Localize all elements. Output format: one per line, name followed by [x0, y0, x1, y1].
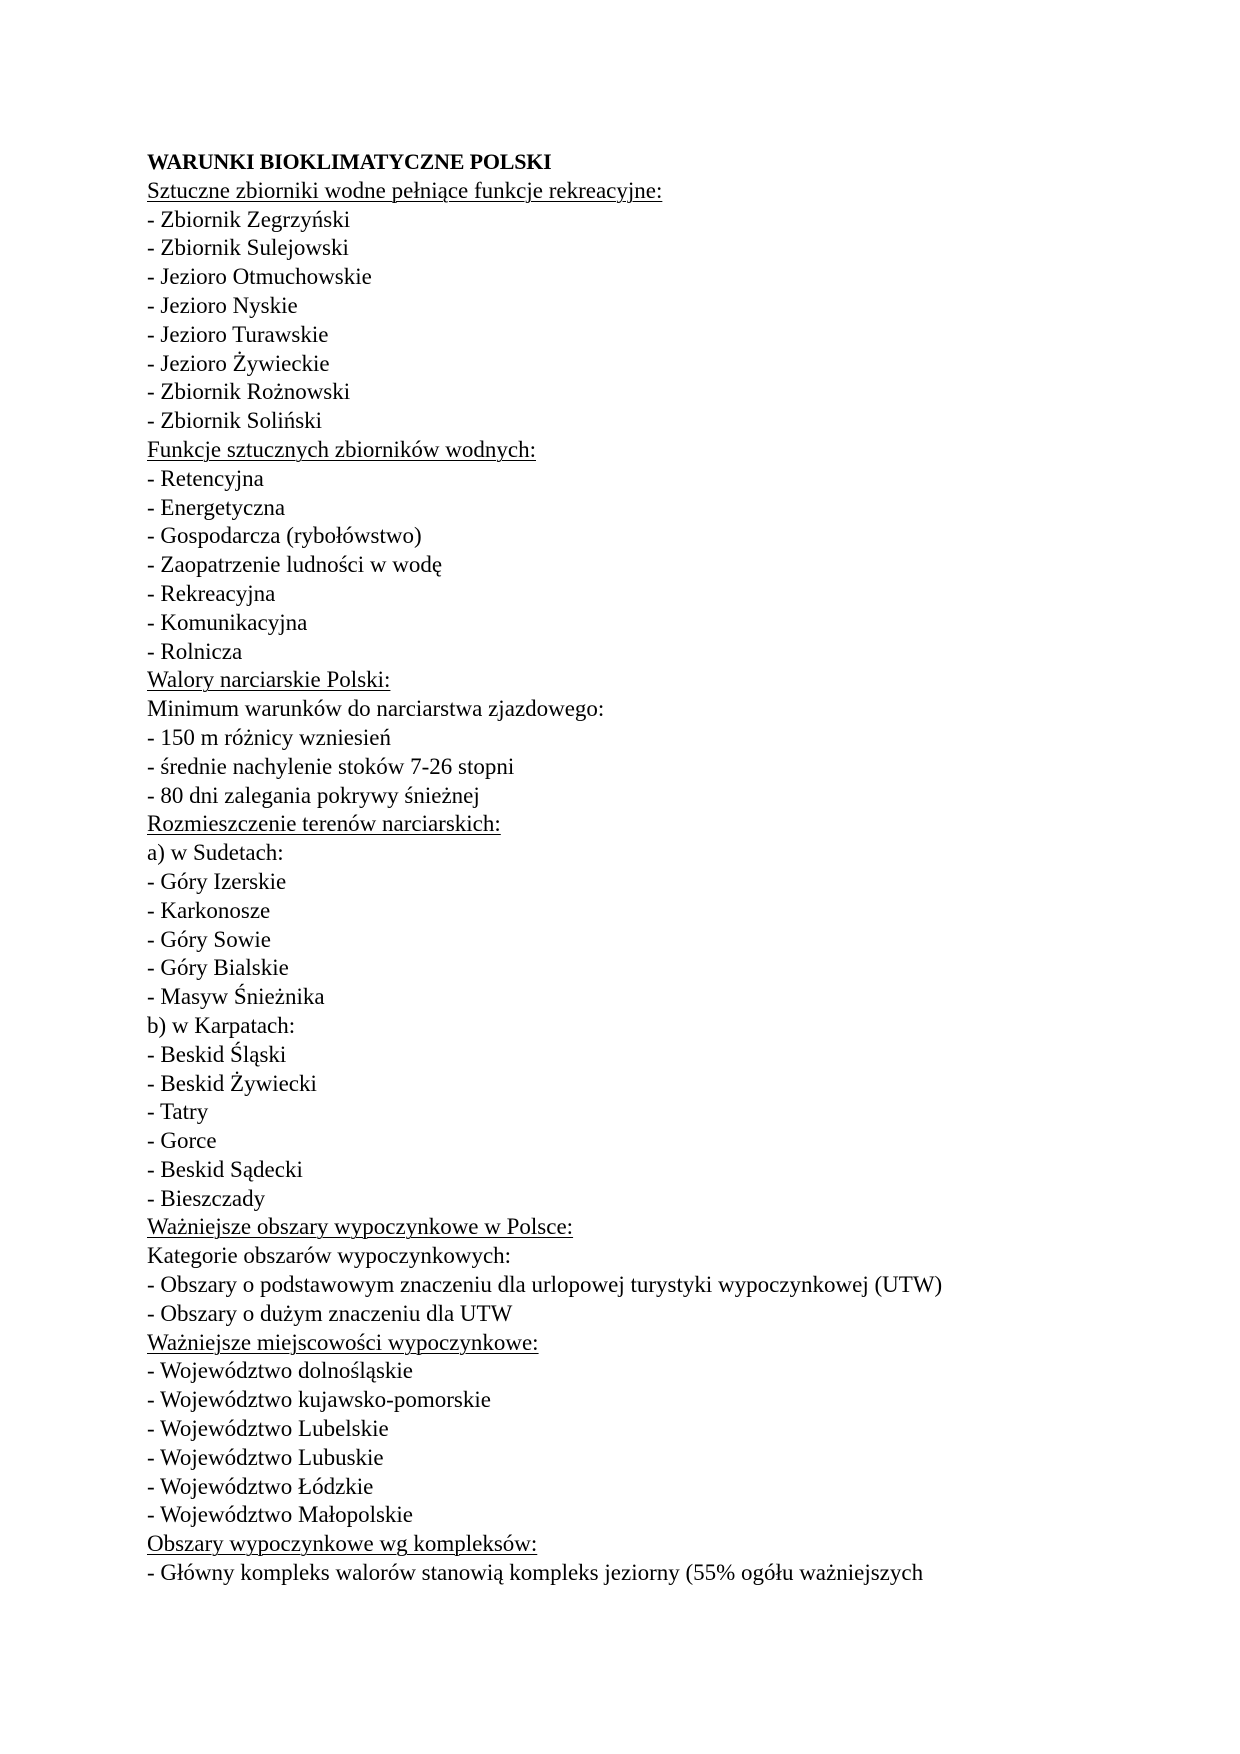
list-item: - Karkonosze — [147, 897, 271, 923]
document-page — [147, 148, 1147, 1588]
list-item: - Jezioro Otmuchowskie — [147, 264, 372, 290]
list-item: - Gorce — [147, 1128, 217, 1154]
list-item: - Rekreacyjna — [147, 580, 276, 606]
list-item: - Województwo Małopolskie — [147, 1502, 414, 1528]
section-heading: Funkcje sztucznych zbiorników wodnych: — [147, 436, 536, 462]
list-item: - Województwo kujawsko-pomorskie — [147, 1387, 491, 1413]
list-item: Minimum warunków do narciarstwa zjazdowego: — [147, 696, 605, 722]
list-item: - Zbiornik Zegrzyński — [147, 206, 351, 232]
list-item: - Beskid Śląski — [147, 1041, 287, 1067]
list-item: - Główny kompleks walorów stanowią kompleks jeziorny (55% ogółu ważniejszych — [147, 1560, 924, 1586]
list-item: - Beskid Żywiecki — [147, 1070, 317, 1096]
list-item: - Masyw Śnieżnika — [147, 984, 325, 1010]
list-item: - Rolnicza — [147, 638, 243, 664]
list-item: - Województwo dolnośląskie — [147, 1358, 414, 1384]
list-item: - Zbiornik Soliński — [147, 408, 323, 434]
list-item: - średnie nachylenie stoków 7-26 stopni — [147, 753, 515, 779]
list-item: - Województwo Łódzkie — [147, 1473, 374, 1499]
list-item: - Zbiornik Rożnowski — [147, 379, 351, 405]
section-heading: Ważniejsze obszary wypoczynkowe w Polsce: — [147, 1214, 574, 1240]
list-item: Kategorie obszarów wypoczynkowych: — [147, 1243, 512, 1269]
list-item: - 150 m różnicy wzniesień — [147, 724, 391, 750]
list-item: - Jezioro Nyskie — [147, 292, 298, 318]
section-heading: Ważniejsze miejscowości wypoczynkowe: — [147, 1329, 539, 1355]
section-heading: Sztuczne zbiorniki wodne pełniące funkcje rekreacyjne: — [147, 177, 663, 203]
list-item: - Jezioro Żywieckie — [147, 350, 330, 376]
list-item: - Zbiornik Sulejowski — [147, 235, 349, 261]
list-item: b) w Karpatach: — [147, 1012, 296, 1038]
list-item: - Góry Izerskie — [147, 868, 287, 894]
list-item: - Obszary o podstawowym znaczeniu dla urlopowej turystyki wypoczynkowej (UTW) — [147, 1272, 943, 1298]
list-item: - Bieszczady — [147, 1185, 266, 1211]
list-item: - Komunikacyjna — [147, 609, 308, 635]
list-item: - Województwo Lubelskie — [147, 1416, 389, 1442]
section-heading: Obszary wypoczynkowe wg kompleksów: — [147, 1531, 538, 1557]
list-item: - Województwo Lubuskie — [147, 1444, 384, 1470]
list-item: - Retencyjna — [147, 465, 264, 491]
list-item: - Zaopatrzenie ludności w wodę — [147, 552, 443, 578]
section-heading: Walory narciarskie Polski: — [147, 667, 391, 693]
list-item: - Góry Sowie — [147, 926, 271, 952]
list-item: - Góry Bialskie — [147, 955, 289, 981]
list-item: - Tatry — [147, 1099, 209, 1125]
document-title: WARUNKI BIOKLIMATYCZNE POLSKI — [147, 149, 552, 174]
list-item: a) w Sudetach: — [147, 840, 284, 866]
list-item: - Energetyczna — [147, 494, 286, 520]
list-item: - Beskid Sądecki — [147, 1156, 303, 1182]
list-item: - Jezioro Turawskie — [147, 321, 329, 347]
list-item: - 80 dni zalegania pokrywy śnieżnej — [147, 782, 480, 808]
document-body — [147, 177, 1147, 1588]
list-item: - Obszary o dużym znaczeniu dla UTW — [147, 1300, 513, 1326]
section-heading: Rozmieszczenie terenów narciarskich: — [147, 811, 501, 837]
list-item: - Gospodarcza (rybołówstwo) — [147, 523, 422, 549]
